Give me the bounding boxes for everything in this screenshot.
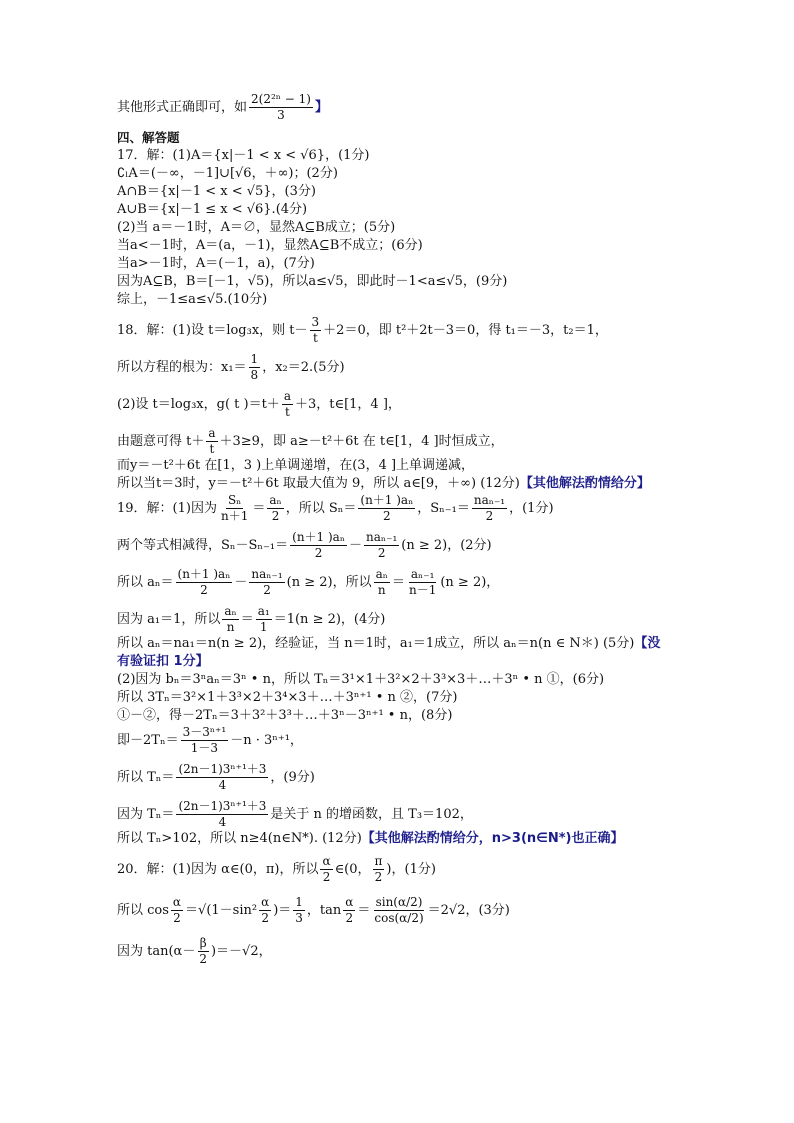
fraction: $\frac{a}{t}$ (208, 426, 216, 456)
problem-19-line: 所以 Tₙ>102，所以 n≥4(n∈N*). (12分)【其他解法酌情给分，n>3(n∈N*)也正确】 (117, 831, 624, 846)
problem-17-line: 综上，－1≤a≤√5.(10分) (117, 292, 268, 307)
answer-page (117, 92, 717, 967)
grading-note: 【其他解法酌情给分，n>3(n∈N*)也正确】 (361, 831, 624, 846)
problem-19-line: 所以 Tₙ＝ $\frac{\text{(2n－1)3ⁿ⁺¹＋3}}{4}$ ，(9分) (117, 762, 315, 792)
problem-19-line: (2)因为 bₙ＝3ⁿaₙ＝3ⁿ • n，所以 Tₙ＝3¹×1＋3²×2＋3³×3＋…＋3ⁿ • n ①，(6分) (117, 672, 605, 687)
fraction: $\frac{1}{8}$ (250, 352, 259, 382)
problem-18-line: 18．解：(1)设 t＝log₃x，则 t－ $\frac{3}{t}$ ＋2＝0，即 t²＋2t－3＝0，得 t₁＝－3，t₂＝1， (117, 315, 608, 345)
problem-18-line: 所以当t＝3时，y＝－t²＋6t 取最大值为 9，所以 a∈[9，＋∞) (12分)【其他解法酌情给分】 (117, 476, 650, 491)
problem-19-line: 所以 aₙ＝na₁＝n(n ≥ 2)，经验证，当 n＝1时，a₁＝1成立，所以 aₙ＝n(n ∈ N＊) (5分)【没 (117, 636, 661, 651)
problem-17-line: 当a>－1时，A＝(－1，a)，(7分) (117, 256, 315, 271)
problem-19-line: 19．解：(1)因为 $\frac{\text{Sₙ}}{n+1}$ ＝ $\frac{\text{aₙ}}{2}$ ，所以 Sₙ＝ $\frac{\text{(n＋1 )aₙ}}{2}$ ，Sₙ₋₁＝ $\frac{\text{naₙ₋₁}}{2}$ ，(1分) (117, 493, 554, 523)
problem-20-line: 所以 cos $\frac{\alpha}{2}$ ＝√(1－sin² $\frac{\alpha}{2}$ )＝ $\frac{1}{3}$ ，tan $\frac{\alpha}{2}$ ＝ $\frac{\sin(\alpha/2)}{\cos(\alpha/2)}$ ＝2√2，(3分) (117, 895, 510, 925)
grading-note: 有验证扣 1分】 (117, 654, 209, 669)
problem-18-line: 所以方程的根为：x₁＝ $\frac{1}{8}$ ，x₂＝2.(5分) (117, 352, 345, 382)
grading-note: 【其他解法酌情给分】 (519, 476, 650, 491)
problem-17-line: (2)当 a＝－1时，A＝∅，显然A⊆B成立；(5分) (117, 220, 396, 235)
problem-19-line: 因为 Tₙ＝ $\frac{\text{(2n－1)3ⁿ⁺¹＋3}}{4}$ 是关于 n 的增函数，且 T₃＝102， (117, 799, 473, 829)
line-01: 其他形式正确即可，如 $\frac{\text{2(2²ⁿ − 1)}}{3}$ 】 (117, 92, 328, 122)
problem-17-line: ∁ₗA＝(－∞，－1]∪[√6，＋∞)；(2分) (117, 166, 338, 181)
problem-17-line: 因为A⊆B，B＝[－1，√5)，所以a≤√5，即此时－1<a≤√5，(9分) (117, 274, 508, 289)
problem-17-line: 17．解：(1)A＝{x|－1 < x < √6}，(1分) (117, 148, 370, 163)
section-heading: 四、解答题 (117, 130, 180, 145)
problem-20-line: 因为 tan(α－ $\frac{\beta}{2}$ )＝－√2， (117, 936, 272, 966)
problem-20-line: 20．解：(1)因为 α∈(0，π)，所以 $\frac{\alpha}{2}$ ∈(0， $\frac{\pi}{2}$ )，(1分) (117, 854, 436, 884)
problem-17-line: A∪B＝{x|－1 ≤ x < √6}.(4分) (117, 202, 308, 217)
problem-19-line: 即－2Tₙ＝ $\frac{\text{3－3ⁿ⁺¹}}{1-3}$ －n · 3ⁿ⁺¹， (117, 725, 303, 755)
problem-19-line: 所以 aₙ＝ $\frac{\text{(n＋1 )aₙ}}{2}$ － $\frac{\text{naₙ₋₁}}{2}$ (n ≥ 2)，所以 $\frac{\text{aₙ}}{n}$ ＝ $\frac{\text{aₙ₋₁}}{n-1}$ (n ≥ 2)， (117, 567, 500, 597)
fraction: $\frac{3}{t}$ (311, 315, 320, 345)
problem-19-line: 所以 3Tₙ＝3²×1＋3³×2＋3⁴×3＋…＋3ⁿ⁺¹ • n ②，(7分) (117, 690, 458, 705)
problem-19-line: 两个等式相减得，Sₙ－Sₙ₋₁＝ $\frac{\text{(n＋1 )aₙ}}{2}$ － $\frac{\text{naₙ₋₁}}{2}$ (n ≥ 2)，(2分) (117, 530, 492, 560)
grading-note: 【没 (634, 636, 661, 651)
fraction: $\frac{a}{t}$ (283, 389, 291, 419)
problem-18-line: 由题意可得 t＋ $\frac{a}{t}$ ＋3≥9，即 a≥－t²＋6t 在 t∈[1，4 ]时恒成立， (117, 426, 504, 456)
problem-19-line: ①－②，得－2Tₙ＝3＋3²＋3³＋…＋3ⁿ－3ⁿ⁺¹ • n，(8分) (117, 708, 453, 723)
problem-18-line: (2)设 t＝log₃x，g( t )＝t＋ $\frac{a}{t}$ ＋3，t∈[1，4 ]， (117, 389, 401, 419)
problem-18-line: 而y＝－t²＋6t 在[1，3 )上单调递增，在(3，4 ]上单调递减， (117, 458, 475, 473)
problem-17-line: A∩B＝{x|－1 < x < √5}，(3分) (117, 184, 316, 199)
problem-17-line: 当a<－1时，A＝(a，－1)，显然A⊆B不成立；(6分) (117, 238, 423, 253)
fraction: $\frac{\text{2(2²ⁿ − 1)}}{3}$ (251, 92, 311, 122)
problem-19-line: 因为 a₁＝1，所以 $\frac{\text{aₙ}}{n}$ ＝ $\frac{\text{a₁}}{1}$ ＝1(n ≥ 2)，(4分) (117, 604, 386, 634)
